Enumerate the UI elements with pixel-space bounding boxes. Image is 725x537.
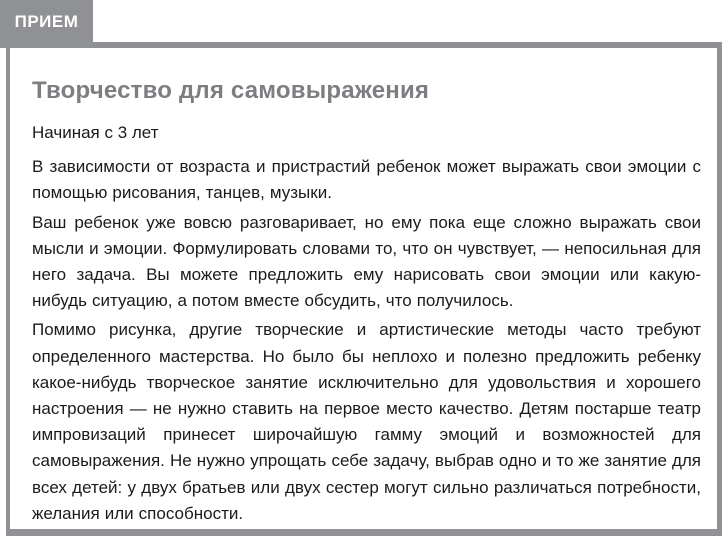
paragraph: В зависимости от возраста и пристрастий ребенок может выражать свои эмоции с помощью рисования, танцев, музыки.: [32, 157, 701, 203]
method-tab: [0, 0, 93, 48]
method-tab-label: ПРИЕМ: [14, 11, 79, 31]
paragraph: Ваш ребенок уже вовсю разговаривает, но ему пока еще сложно выражать свои мысли и эмоции. Формулировать словами то, что он чувствует, — непосильная для него задача. Вы можете предложить ему нарисовать свои эмоции или какую-нибудь ситуацию, а потом вместе обсудить, что получилось.: [32, 212, 701, 311]
paragraph: Помимо рисунка, другие творческие и артистические методы часто требуют определенного мастерства. Но было бы неплохо и полезно предложить ребенку какое-нибудь творческое занятие исключительно для удовольствия и хорошего настроения — не нужно ставить на первое место качество. Детям постарше театр импровизаций принесет широчайшую гамму эмоций и возможностей для самовыражения. Не нужно упрощать себе задачу, выбрав одно и то же занятие для всех детей: у двух братьев или двух сестер могут сильно различаться потребности, желания или способности.: [32, 320, 701, 523]
body-text: [32, 154, 701, 527]
card-title: Творчество для самовыражения: [32, 77, 430, 104]
method-card-content: [10, 48, 717, 529]
age-note: Начиная с 3 лет: [32, 123, 159, 142]
method-card: [6, 42, 722, 536]
